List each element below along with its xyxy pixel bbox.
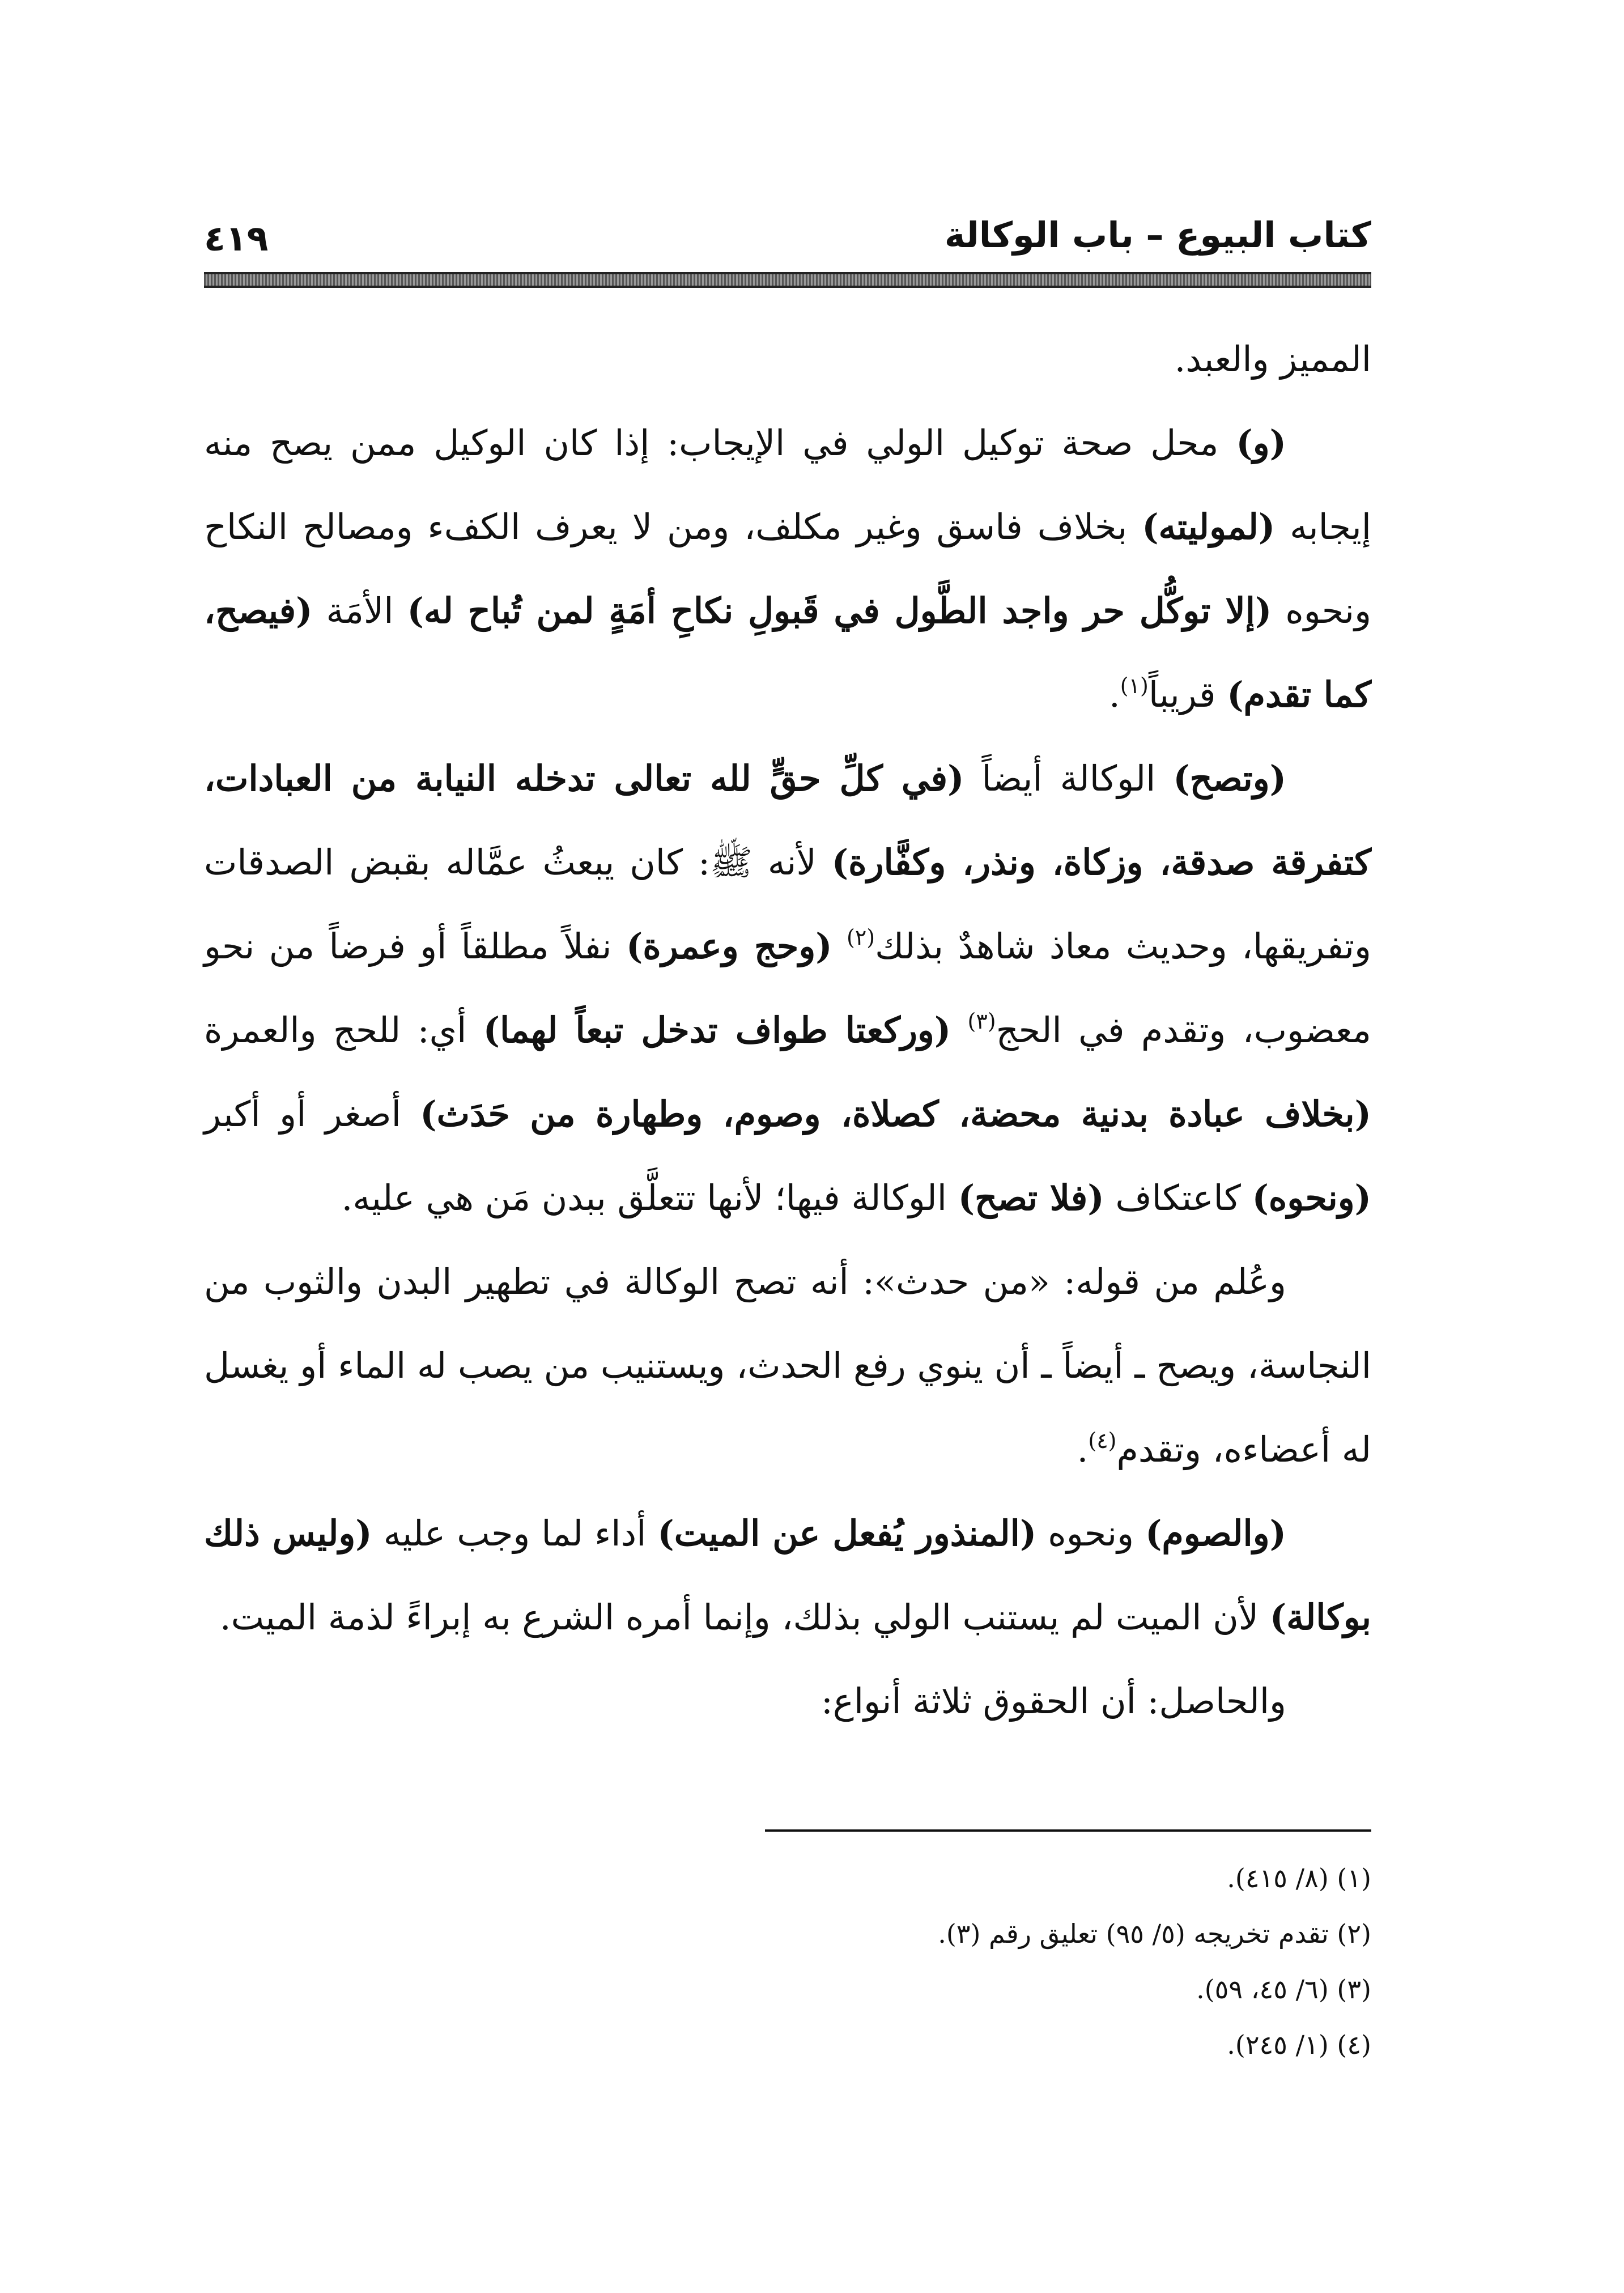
paragraph-2: (و) محل صحة توكيل الولي في الإيجاب: إذا كان الوكيل ممن يصح منه إيجابه (لموليته) بخلاف فاسق وغير مكلف، ومن لا يعرف الكفء ومصالح النكاح ونحوه (إلا توكُّل حر واجد الطَّول في قَبولِ نكاحِ أمَةٍ لمن تُباح له) الأمَة (فيصح، كما تقدم) قريباً$^{(١)}$.: [204, 422, 1372, 715]
paragraph-6: والحاصل: أن الحقوق ثلاثة أنواع:: [820, 1680, 1286, 1722]
footnote-3: (٣) (٦/ ٤٥، ٥٩).: [1196, 1974, 1371, 2005]
paragraph-5: (والصوم) ونحوه (المنذور يُفعل عن الميت) أداء لما وجب عليه (وليس ذلك بوكالة) لأن الميت لم يستنب الولي بذلك، وإنما أمره الشرع به إبراءً لذمة الميت.: [204, 1513, 1371, 1638]
footnote-divider: [765, 1829, 1371, 1832]
running-title: كتاب البيوع – باب الوكالة: [944, 214, 1371, 256]
main-text: [204, 317, 1371, 1743]
footnote-ref-3[interactable]: (٣): [967, 1009, 996, 1034]
footnote-ref-4[interactable]: (٤): [1088, 1428, 1117, 1453]
footnote-ref-1[interactable]: (١): [1120, 673, 1149, 698]
header-divider: [204, 272, 1371, 288]
paragraph-4: وعُلم من قوله: «من حدث»: أنه تصح الوكالة في تطهير البدن والثوب من النجاسة، ويصح ـ أيضاً ـ أن ينوي رفع الحدث، ويستنيب من يصب له الماء أو يغسل له أعضاءه، وتقدم$^{(٤)}$.: [204, 1261, 1371, 1470]
footnote-ref-2[interactable]: (٢): [847, 925, 875, 950]
paragraph-1: المميز والعبد.: [1174, 338, 1371, 380]
page-number: ٤١٩: [204, 218, 269, 259]
footnotes: [408, 1850, 1371, 2073]
paragraph-3: (وتصح) الوكالة أيضاً (في كلِّ حقٍّ لله تعالى تدخله النيابة من العبادات، كتفرقة صدقة، وزكاة، ونذر، وكفَّارة) لأنه ﷺ: كان يبعثُ عمَّاله بقبض الصدقات وتفريقها، وحديث معاذ شاهدٌ بذلك$^{(٢)}$ (وحج وعمرة) نفلاً مطلقاً أو فرضاً من نحو معضوب، وتقدم في الحج$^{(٣)}$ (وركعتا طواف تدخل تبعاً لهما) أي: للحج والعمرة (بخلاف عبادة بدنية محضة، كصلاة، وصوم، وطهارة من حَدَث) أصغر أو أكبر (ونحوه) كاعتكاف (فلا تصح) الوكالة فيها؛ لأنها تتعلَّق ببدن مَن هي عليه.: [204, 758, 1372, 1218]
page-header: [204, 210, 1371, 261]
footnote-2: (٢) تقدم تخريجه (٥/ ٩٥) تعليق رقم (٣).: [938, 1918, 1371, 1949]
footnote-4: (٤) (١/ ٢٤٥).: [1227, 2029, 1371, 2060]
footnote-1: (١) (٨/ ٤١٥).: [1227, 1863, 1371, 1893]
